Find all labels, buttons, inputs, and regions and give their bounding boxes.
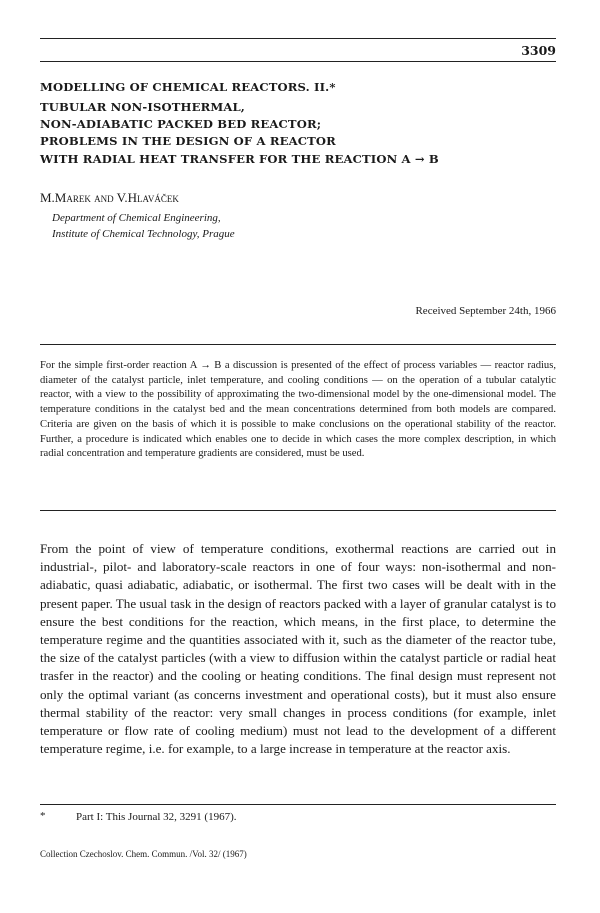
abstract-top-rule <box>40 344 556 345</box>
author-names: M.Marek and V.Hlaváček <box>40 190 179 205</box>
footnote-rule <box>40 804 556 805</box>
article-title <box>40 99 439 168</box>
abstract-text: For the simple first-order reaction A → B a discussion is presented of the effect of process variables — reactor radius, diameter of the catalyst particle, inlet temperature, and cooling conditions — on the operation of a tubular catalytic reactor, with a view to the possibility of approximating the two-dimensional model by the one-dimensional model. The temperature conditions in the catalyst bed and the mean concentrations determined from both models are compared. Criteria are given on the basis of which it is possible to make conclusions on the operational stability of the reactor. Further, a procedure is indicated which enables one to decide in which cases the more complex description, in which radial concentration and temperature gradients are considered, must be used. <box>40 360 556 460</box>
header-underline <box>40 61 556 62</box>
footer-citation: Collection Czechoslov. Chem. Commun. /Vol. 32/ (1967) <box>40 849 247 859</box>
title-line: NON-ADIABATIC PACKED BED REACTOR; <box>40 117 322 132</box>
body-paragraph: From the point of view of temperature conditions, exothermal reactions are carried out in industrial-, pilot- and laboratory-scale reactors in one of four ways: non-isothermal and non-adiabatic, quasi adiabatic, adiabatic, or isothermal. The first two cases will be dealt with in the present paper. The usual task in the design of reactors packed with a layer of granular catalyst is to ensure the best conditions for the reaction, which means, in the first place, to determine the temperature regime and the quantities associated with it, such as the diameter of the reactor tube, the size of the catalyst particles (with a view to diffusion within the catalyst particle or radial heat trasfer in the reactor) and the cooling or heating conditions. The final design must represent not only the optimal variant (as concerns investment and operational costs), but it must also ensure thermal stability of the reactor: very small changes in process conditions (for example, inlet temperature or flow rate of cooling medium) must not lead to the development of a different temperature regime, i.e. for example, to a large increase in temperature at the reactor axis. <box>40 541 556 757</box>
header-rule <box>40 38 556 39</box>
title-line: TUBULAR NON-ISOTHERMAL, <box>40 100 245 114</box>
footnote-mark: * <box>40 810 46 822</box>
received-date: Received September 24th, 1966 <box>415 305 556 317</box>
series-title: MODELLING OF CHEMICAL REACTORS. II.* <box>40 80 336 94</box>
title-line: PROBLEMS IN THE DESIGN OF A REACTOR <box>40 134 336 149</box>
affiliation-line: Institute of Chemical Technology, Prague <box>52 227 235 240</box>
abstract-bottom-rule <box>40 510 556 511</box>
affiliation <box>52 211 235 242</box>
affiliation-line: Department of Chemical Engineering, <box>52 212 221 224</box>
footnote-text: Part I: This Journal 32, 3291 (1967). <box>76 811 237 823</box>
title-line: WITH RADIAL HEAT TRANSFER FOR THE REACTION A → B <box>40 151 439 166</box>
page-number: 3309 <box>521 43 556 58</box>
